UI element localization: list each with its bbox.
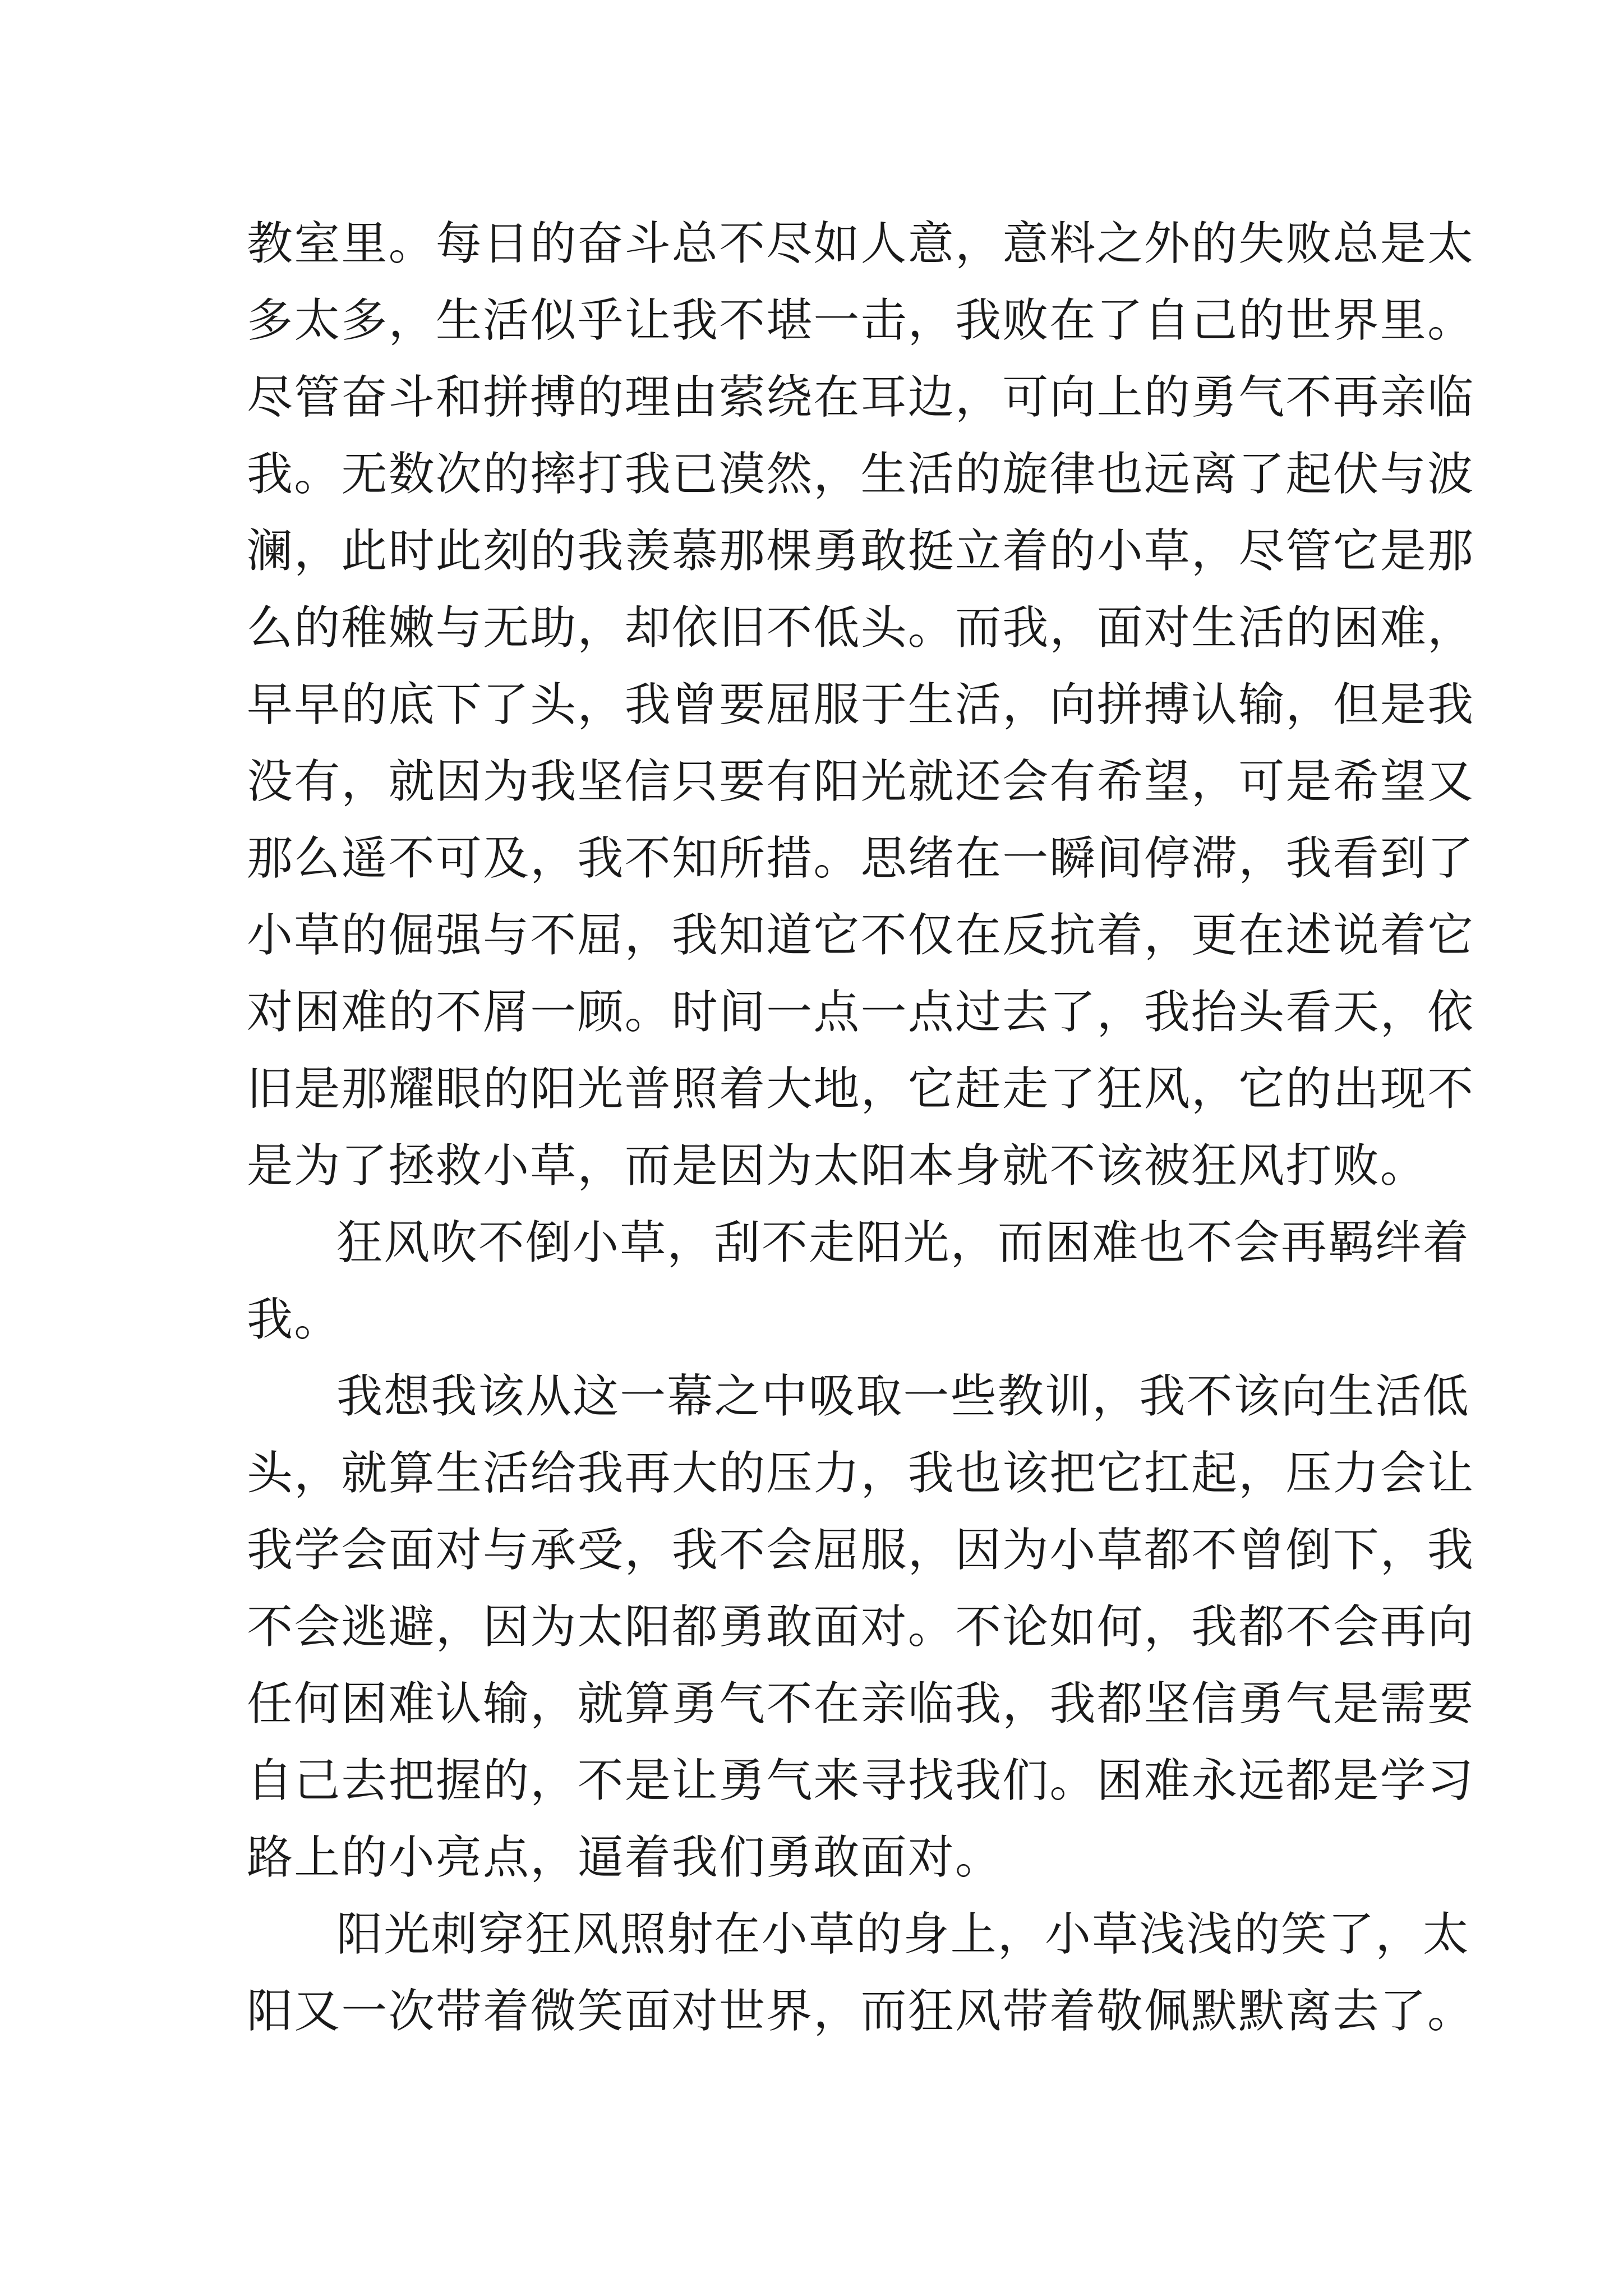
paragraph-first-line: 狂风吹不倒小草，刮不走阳光，而困难也不会再羁绊着 bbox=[336, 1216, 1470, 1269]
paragraph-first-line: 我想我该从这一幕之中吸取一些教训，我不该向生活低 bbox=[336, 1370, 1470, 1423]
text-line: 教室里。每日的奋斗总不尽如人意，意料之外的失败总是太 bbox=[247, 217, 1475, 270]
text-line: 澜，此时此刻的我羡慕那棵勇敢挺立着的小草，尽管它是那 bbox=[247, 524, 1475, 578]
text-line: 小草的倔强与不屈，我知道它不仅在反抗着，更在述说着它 bbox=[247, 909, 1475, 962]
text-line: 路上的小亮点，逼着我们勇敢面对。 bbox=[247, 1831, 1003, 1884]
text-line: 没有，就因为我坚信只要有阳光就还会有希望，可是希望又 bbox=[247, 755, 1475, 808]
text-line: 尽管奋斗和拼搏的理由萦绕在耳边，可向上的勇气不再亲临 bbox=[247, 371, 1475, 424]
text-line: 我学会面对与承受，我不会屈服，因为小草都不曾倒下，我 bbox=[247, 1524, 1475, 1577]
text-line: 早早的底下了头，我曾要屈服于生活，向拼搏认输，但是我 bbox=[247, 678, 1475, 731]
text-line: 那么遥不可及，我不知所措。思绪在一瞬间停滞，我看到了 bbox=[247, 832, 1475, 885]
text-line: 阳又一次带着微笑面对世界，而狂风带着敬佩默默离去了。 bbox=[247, 1985, 1475, 2038]
text-line: 我。 bbox=[247, 1293, 342, 1346]
text-line: 任何困难认输，就算勇气不在亲临我，我都坚信勇气是需要 bbox=[247, 1677, 1475, 1731]
text-line: 对困难的不屑一顾。时间一点一点过去了，我抬头看天，依 bbox=[247, 986, 1475, 1039]
paragraph-first-line: 阳光刺穿狂风照射在小草的身上，小草浅浅的笑了，太 bbox=[336, 1908, 1470, 1961]
text-line: 是为了拯救小草，而是因为太阳本身就不该被狂风打败。 bbox=[247, 1139, 1428, 1193]
text-line: 多太多，生活似乎让我不堪一击，我败在了自己的世界里。 bbox=[247, 294, 1475, 347]
text-line: 不会逃避，因为太阳都勇敢面对。不论如何，我都不会再向 bbox=[247, 1600, 1475, 1654]
text-line: 头，就算生活给我再大的压力，我也该把它扛起，压力会让 bbox=[247, 1447, 1475, 1500]
text-line: 自己去把握的，不是让勇气来寻找我们。困难永远都是学习 bbox=[247, 1754, 1475, 1807]
text-line: 旧是那耀眼的阳光普照着大地，它赶走了狂风，它的出现不 bbox=[247, 1062, 1475, 1116]
text-line: 我。无数次的摔打我已漠然，生活的旋律也远离了起伏与波 bbox=[247, 448, 1475, 501]
text-line: 么的稚嫩与无助，却依旧不低头。而我，面对生活的困难， bbox=[247, 601, 1475, 655]
